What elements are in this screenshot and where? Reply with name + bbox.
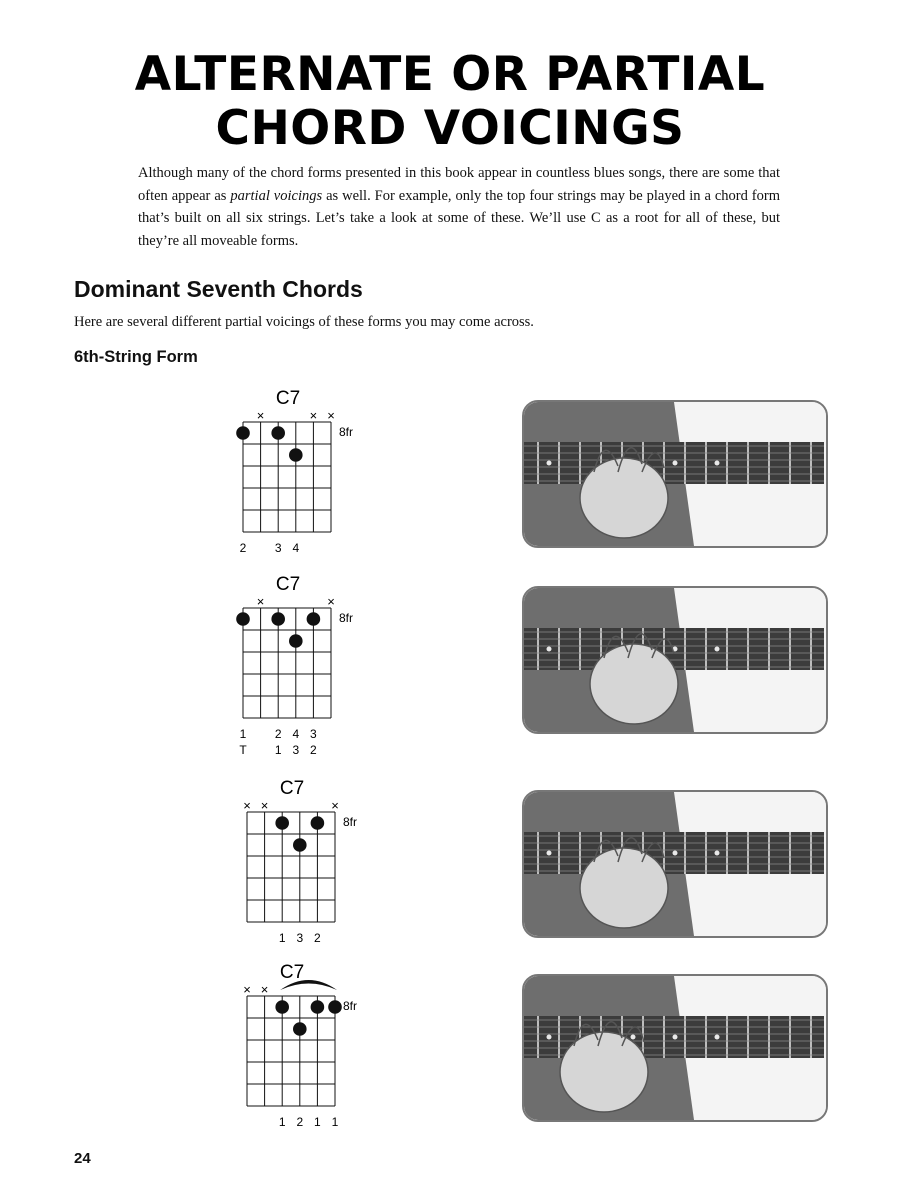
fret-label-1: 8fr [339,425,354,439]
finger-number: 1 [314,1115,321,1129]
finger-dot [271,426,285,440]
fretting-hand [580,458,668,538]
chord-name-3: C7 [279,778,305,799]
fret-inlay [547,461,552,466]
muted-string-mark: × [256,594,265,609]
chord-name-2: C7 [275,574,301,595]
fret-inlay [715,1035,720,1040]
chord-diagram-svg-4 [232,958,372,1138]
finger-number: 3 [292,743,300,757]
chord-photo-4 [522,974,828,1122]
finger-dot [311,816,325,830]
finger-dot [289,634,303,648]
finger-dot [236,426,250,440]
muted-string-mark: × [260,982,269,997]
page-number: 24 [74,1150,91,1167]
muted-string-mark: × [243,982,251,997]
muted-string-mark: × [243,798,251,813]
fret-inlay [547,1035,552,1040]
finger-dot [328,1000,342,1014]
chord-diagram-2 [228,570,368,757]
finger-number: 1 [331,1115,339,1129]
fret-inlay [547,647,552,652]
intro-paragraph [138,162,780,252]
fret-label-2: 8fr [339,611,354,625]
finger-number: 4 [292,727,300,741]
section-description: Here are several different partial voicings of these forms you may come across. [74,314,534,330]
finger-dot [275,1000,289,1014]
chord-photo-3 [522,790,828,938]
intro-emphasis: partial voicings [230,187,323,204]
muted-string-mark: × [331,798,339,813]
fret-label-3: 8fr [343,815,358,829]
photo-illustration-2 [524,588,826,732]
finger-number: 2 [274,727,282,741]
finger-dot [271,612,285,626]
chord-photo-2 [522,586,828,734]
chord-photo-1 [522,400,828,548]
chord-diagram-svg-1 [228,384,368,559]
finger-number: 2 [314,931,321,945]
photo-illustration-1 [524,402,826,546]
muted-string-mark: × [309,408,318,423]
finger-number: T [239,743,247,757]
chord-name-4: C7 [279,962,305,983]
finger-number: 3 [310,727,317,741]
fret-inlay [715,851,720,856]
fretting-hand [580,848,668,928]
finger-number: 1 [278,1115,286,1129]
title-line-1: ALTERNATE OR PARTIAL [134,47,766,102]
fret-inlay [715,461,720,466]
chord-diagram-3 [232,774,372,944]
finger-dot [289,448,303,462]
section-heading: Dominant Seventh Chords [74,276,363,302]
chord-diagram-1 [228,384,368,554]
finger-dot [293,838,307,852]
photo-illustration-3 [524,792,826,936]
finger-number: 4 [292,541,300,555]
fretting-hand [560,1032,648,1112]
chord-diagram-svg-3 [232,774,372,949]
fret-inlay [715,647,720,652]
finger-dot [307,612,321,626]
page-title [0,48,900,156]
finger-number: 2 [296,1115,304,1129]
fret-inlay [631,1035,636,1040]
fret-inlay [673,1035,678,1040]
fret-label-4: 8fr [343,999,358,1013]
photo-illustration-4 [524,976,826,1120]
finger-dot [311,1000,325,1014]
muted-string-mark: × [327,594,335,609]
finger-number: 1 [239,727,247,741]
title-line-2: CHORD VOICINGS [215,101,685,156]
muted-string-mark: × [260,798,269,813]
fret-inlay [673,851,678,856]
fretting-hand [590,644,678,724]
finger-number: 3 [296,931,304,945]
muted-string-mark: × [256,408,265,423]
chord-diagram-4 [232,958,372,1128]
finger-dot [236,612,250,626]
sub-heading: 6th-String Form [74,348,198,366]
fret-inlay [547,851,552,856]
chord-diagram-svg-2 [228,570,368,760]
chord-name-1: C7 [275,388,301,409]
finger-number: 2 [239,541,247,555]
finger-number: 1 [274,743,282,757]
fret-inlay [673,461,678,466]
finger-number: 1 [278,931,286,945]
intro-text-2: as well. For example, only the top four strings may be played in a chord form that’s built on all six strings. Let’s take a look at some of these. We’ll use C as a root for all of these, but they’re all moveable forms. [138,187,780,249]
muted-string-mark: × [327,408,335,423]
finger-number: 3 [274,541,282,555]
intro-text-1: Although many of the chord forms presented in this book appear in countless blues songs, there are some that often appear as [138,165,780,204]
finger-dot [275,816,289,830]
finger-number: 2 [310,743,317,757]
finger-dot [293,1022,307,1036]
